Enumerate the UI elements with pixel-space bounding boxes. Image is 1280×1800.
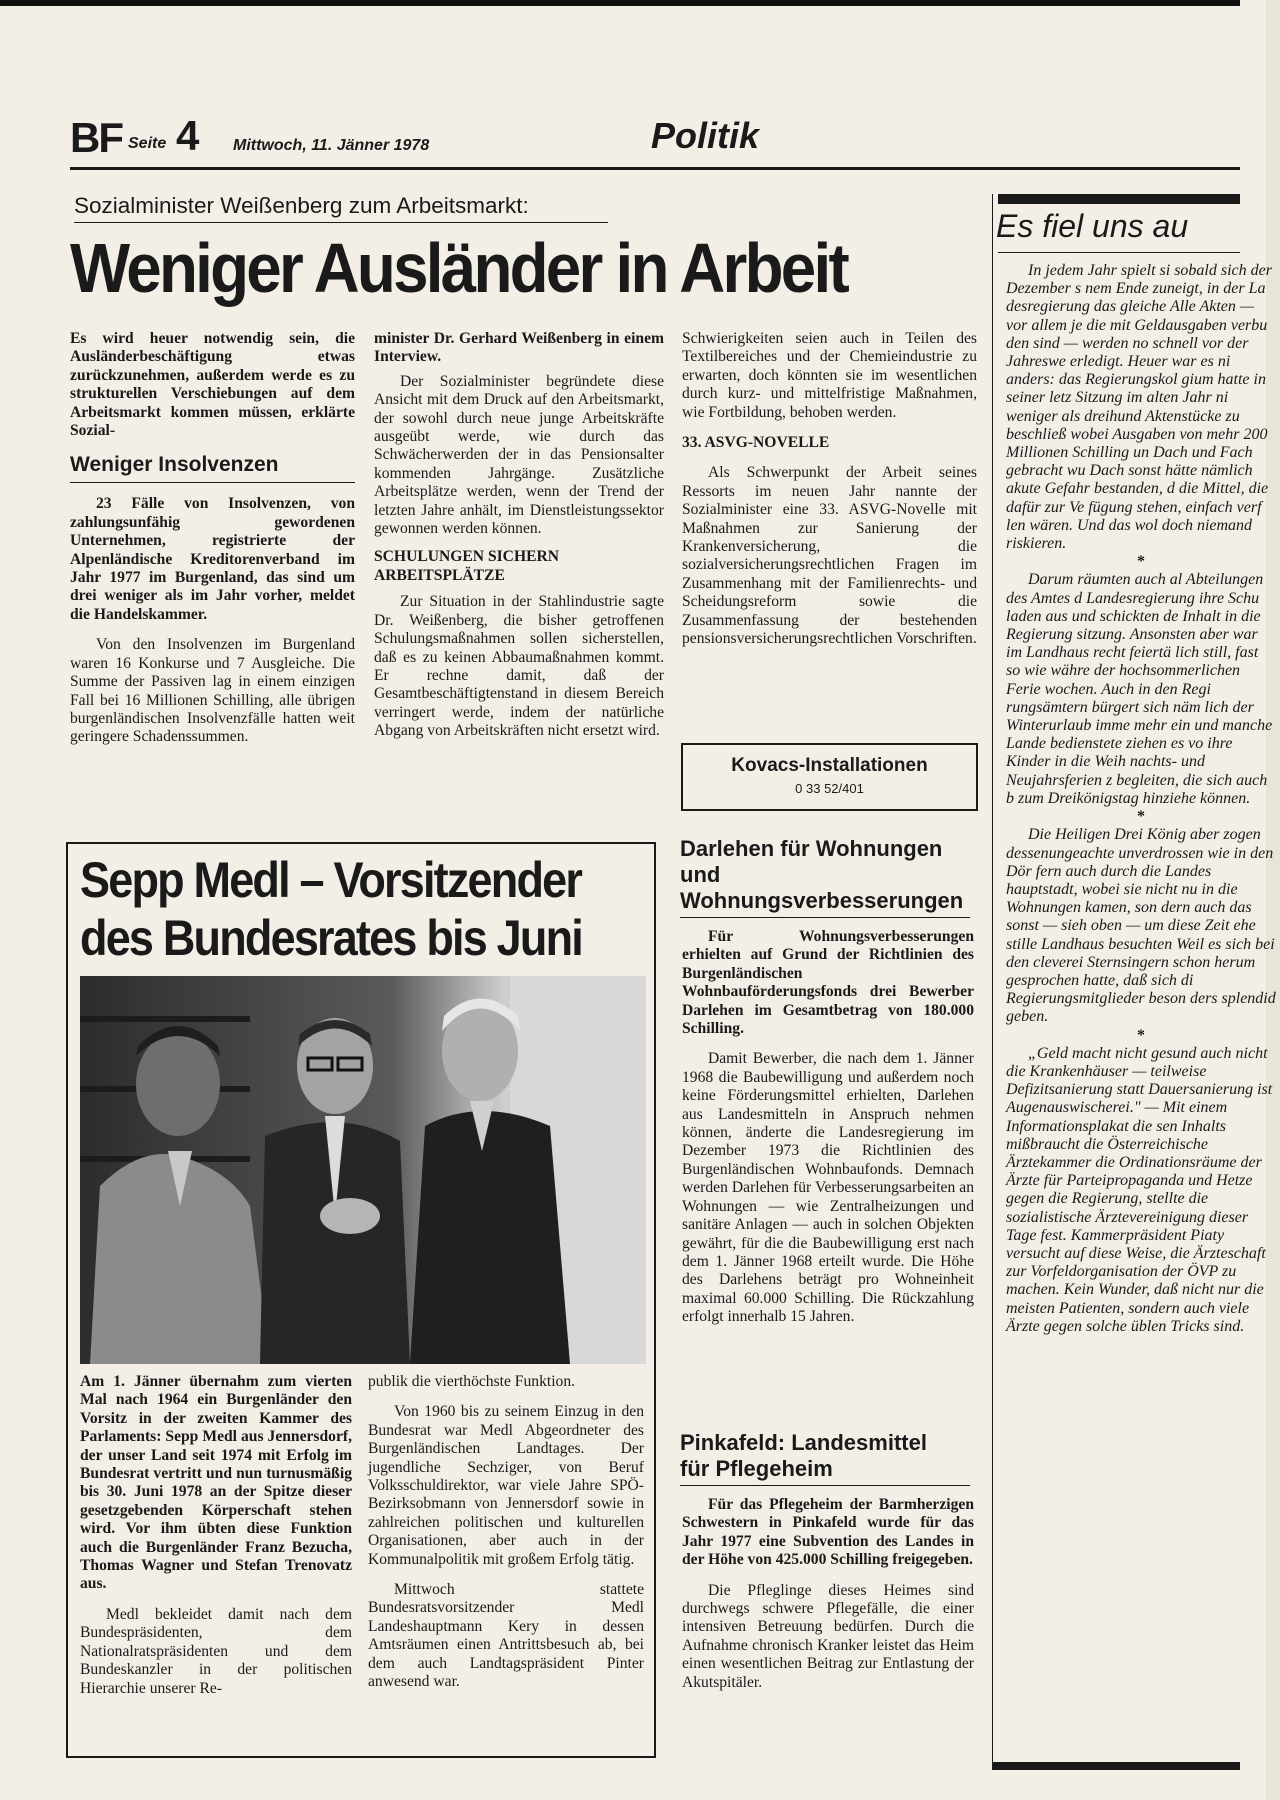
pinkafeld-lead: Für das Pflegeheim der Barmherzigen Schwestern in Pinkafeld wurde für das Jahr 1977 eine Subvention des Landes in der Höhe von 425.000 Schilling freigegeben. <box>682 1496 974 1569</box>
masthead-logo: BF <box>70 114 122 161</box>
lead-headline: Weniger Ausländer in Arbeit <box>70 229 847 307</box>
column-star-2: * <box>1137 808 1145 826</box>
insolvenzen-lead: 23 Fälle von Insolvenzen, von zahlungsunfähig gewordenen Unternehmen, registrierte der Alpenländische Kreditorenverband im Jahr 1977 im Burgenland, das sind um drei weniger als im Jahr vorher, meldet die Handelskammer. <box>70 495 355 623</box>
medl-p1: Medl bekleidet damit nach dem Bundespräsidenten, dem Nationalratspräsidenten und dem Bundeskanzler in der politischen Hierarchie unserer Re- <box>80 1605 352 1697</box>
column-clip <box>1006 262 1276 1762</box>
lead-col3-p2: Als Schwerpunkt der Arbeit seines Ressorts im neuen Jahr nannte der Sozialminister eine 33. ASVG-Novelle mit Maßnahmen zur Sanierung der Krankenversicherung, die sozialversicherungsrechtlichen Fragen im Zusammenhang mit der Familienrechts- und Scheidungsreform sowie die Zusammenfassung der bestehenden pensionsversicherungsrechtlichen Vorschriften. <box>682 464 977 648</box>
column-p3: Die Heiligen Drei König aber zogen dessenungeachte unverdrossen wie in den Dör fern auch durch die Landes hauptstadt, wobei sie nicht nu in die Wohnungen kamen, son dern auch das sonst — sieh oben — um diese Zeit ehe stille Landhaus besuchten Weil es sich bei den cleverei Sternsingern schon herum gesprochen hatte, daß sich di Regierungsmitglieder beson ders splendid geben. <box>1006 826 1276 1026</box>
column-p4: „Geld macht nicht gesund auch nicht die Krankenhäuser — teilweise Defizitsanierung statt Dauersanierung ist Augenauswischerei." — Mit einem Informationsplakat die sen Inhalts mißbraucht die Österreichische Ärztekammer die Ordinationsräume der Ärzte für Parteipropaganda und Hetze gegen die Regierung, stellte die sozialistische Ärztevereinigung dieser Tage fest. Kammerpräsident Piaty versucht auf diese Weise, die Ärzteschaft zur Vorfeldorganisation der ÖVP zu machen. Kein Wunder, daß nicht nur die meisten Patienten, sondern auch viele Ärzte gegen solche üblen Tricks sind. <box>1006 1044 1273 1335</box>
pinkafeld-body-col <box>682 1496 974 1692</box>
masthead-section: Politik <box>651 115 760 156</box>
scan-top-edge <box>0 0 1240 6</box>
darlehen-rule <box>680 917 970 918</box>
medl-col-1 <box>80 1373 352 1698</box>
lead-col3-p1: Schwierigkeiten seien auch in Teilen des Textilbereiches und der Chemieindustrie zu erwarten, doch könnten sie im wesentlichen durch kurz- und mittelfristige Maßnahmen, wie Fortbildung, behoben werden. <box>682 330 977 421</box>
lead-intro-cont: minister Dr. Gerhard Weißenberg in einem Interview. <box>374 330 664 366</box>
masthead-seite-label: Seite <box>128 135 167 152</box>
column-left-rule <box>992 194 993 1762</box>
kovacs-ad <box>681 743 978 811</box>
medl-p3: Von 1960 bis zu seinem Einzug in den Bundesrat war Medl Abgeordneter des Burgenländischen Landtages. Der jugendliche Sechziger, von Beruf Volksschuldirektor, war viele Jahre SPÖ-Bezirksobmann von Jennersdorf sowie in zahlreichen politischen und kulturellen Organisationen, aber auch in der Kommunalpolitik mit großem Erfolg tätig. <box>368 1403 644 1568</box>
masthead-date: Mittwoch, 11. Jänner 1978 <box>233 137 430 154</box>
insolvenzen-subhead: Weniger Insolvenzen <box>70 453 279 477</box>
lead-col-1 <box>70 330 355 747</box>
photo-three-men <box>80 976 646 1364</box>
darlehen-body: Damit Bewerber, die nach dem 1. Jänner 1968 die Baubewilligung und außerdem noch keine Förderungsmittel erhielten, Darlehen aus Landesmitteln in Anspruch nehmen können, änderte die Landesregierung im Dezember 1973 die Richtlinien des Burgenländischen Wohnbaufonds. Demnach werden Darlehen für Verbesserungsarbeiten an Wohnungen — wie Zentralheizungen und sanitäre Anlagen — auch in solchen Objekten gewährt, für die die Baubewilligung erst nach dem 1. Jänner 1968 erteilt wurde. Die Höhe des Darlehens beträgt pro Wohneinheit maximal 60.000 Schilling. Die Rückzahlung erfolgt innerhalb 15 Jahren. <box>682 1050 974 1326</box>
medl-headline-1: Sepp Medl – Vorsitzender <box>80 852 582 908</box>
medl-lead: Am 1. Jänner übernahm zum vierten Mal nach 1964 ein Burgenländer den Vorsitz in der zweiten Kammer des Parlaments: Sepp Medl aus Jennersdorf, der unser Land seit 1974 mit Erfolg im Bundesrat vertritt und nun turnusmäßig bis 30. Juni 1978 an der Spitze dieser gesetzgebenden Körperschaft stehen wird. Vor ihm übten diese Funktion auch die Burgenländer Franz Bezucha, Thomas Wagner und Stefan Trenovatz aus. <box>80 1373 352 1593</box>
insolvenzen-rule <box>70 482 355 483</box>
schulungen-subhead: SCHULUNGEN SICHERN ARBEITSPLÄTZE <box>374 548 559 584</box>
kicker-underline <box>74 222 608 223</box>
pinkafeld-headline: Pinkafeld: Landesmittel für Pflegeheim <box>680 1430 927 1481</box>
pinkafeld-rule <box>680 1485 970 1486</box>
insolvenzen-body: Von den Insolvenzen im Burgenland waren 16 Konkurse und 7 Ausgleiche. Die Summe der Passiven lag in einem einzigen Fall bei 16 Millionen Schilling, alle übrigen burgenländischen Insolvenzfälle hatten weit geringere Schadenssummen. <box>70 636 355 746</box>
masthead-rule <box>70 167 1240 170</box>
column-p2: Darum räumten auch al Abteilungen des Amtes d Landesregierung ihre Schu laden aus und schickten de Inhalt in die Regierung sitzung. Ansonsten aber war im Landhaus recht feiertä lich still, fast so wie währe der hochsommerlichen Ferie wochen. Auch in den Regi rungsämtern bürgert sich näm lich der Winterurlaub imme mehr ein und manche Lande bedienstete ziehen es vo ihre Kinder in die Weih nachts- und Neujahrsferien z begleiten, die sich auch b zum Dreikönigstag hinziehe können. <box>1006 571 1273 807</box>
ad-name: Kovacs-Installationen <box>731 755 928 776</box>
column-top-bar <box>998 194 1240 204</box>
column-title-rule <box>998 252 1240 253</box>
lead-kicker: Sozialminister Weißenberg zum Arbeitsmarkt: <box>74 193 529 218</box>
darlehen-lead: Für Wohnungsverbesserungen erhielten auf Grund der Richtlinien des Burgenländischen Wohnbauförderungsfonds drei Bewerber Darlehen im Gesamtbetrag von 180.000 Schilling. <box>682 928 974 1038</box>
lead-col2-p2: Zur Situation in der Stahlindustrie sagte Dr. Weißenberg, die bisher getroffenen Schulungsmaßnahmen sollen sicherstellen, daß es zu keinen Abbaumaßnahmen kommt. Er rechne damit, daß der Gesamtbeschäftigtenstand in diesem Bereich verringert werde, indem der natürliche Abgang von Arbeitskräften nicht ersetzt wird. <box>374 593 664 740</box>
lead-intro: Es wird heuer notwendig sein, die Ausländerbeschäftigung etwas zurückzunehmen, außerdem werde es zu strukturellen Verschiebungen auf dem Arbeitsmarkt kommen müssen, erklärte Sozial- <box>70 330 355 440</box>
lead-col-2 <box>374 330 664 741</box>
medl-photo <box>80 976 646 1364</box>
column-bottom-bar <box>992 1762 1240 1770</box>
medl-headline-2: des Bundesrates bis Juni <box>80 910 582 966</box>
lead-col-3 <box>682 330 977 649</box>
darlehen-body-col <box>682 928 974 1327</box>
column-star-1: * <box>1137 553 1145 571</box>
lead-col2-p1: Der Sozialminister begründete diese Ansicht mit dem Druck auf den Arbeitsmarkt, der sowohl durch neue junge Arbeitskräfte ausgeübt werde, wie durch das Schwächerwerden der in das Pensionsalter kommenden Jahrgänge. Zusätzliche Arbeitsplätze werden, wenn der Trend der letzten Jahre anhält, im Dienstleistungssektor gewonnen werden können. <box>374 372 664 538</box>
asvg-subhead: 33. ASVG-NOVELLE <box>682 434 830 452</box>
medl-p2: publik die vierthöchste Funktion. <box>368 1373 576 1390</box>
column-text <box>1006 262 1276 1336</box>
medl-p4: Mittwoch stattete Bundesratsvorsitzender Medl Landeshauptmann Kery in dessen Amtsräumen einen Antrittsbesuch ab, bei dem auch Landtagspräsident Pinter anwesend war. <box>368 1581 644 1691</box>
column-p1: In jedem Jahr spielt si sobald sich der Dezember s nem Ende zuneigt, in der La desregierung das gleiche Alle Akten — vor allem je die mit Geldausgaben verbu den sind — werden no schnell vor der Jahreswe erledigt. Heuer war es ni anders: das Regierungskol gium hatte in seiner letz Sitzung im alten Jahr ni weniger als dreihund Aktenstücke zu beschließ wobei Ausgaben von mehr 200 Millionen Schilling un Dach und Fach gebracht wu Dach sonst hätte nämlich akute Gefahr bestanden, d die Mittel, die dafür zur Ve fügung stehen, einfach verf len wären. Und das wol doch niemand riskieren. <box>1006 262 1272 553</box>
medl-col-2 <box>368 1373 644 1692</box>
column-star-3: * <box>1137 1026 1145 1044</box>
ad-phone: 0 33 52/401 <box>795 781 864 796</box>
pinkafeld-body: Die Pfleglinge dieses Heimes sind durchwegs schwere Pflegefälle, die einer intensiven Betreuung bedürfen. Durch die Aufnahme chronisch Kranker leistet das Heim einen wesentlichen Beitrag zur Entlastung der Akutspitäler. <box>682 1581 974 1691</box>
masthead-page-number: 4 <box>176 112 200 159</box>
column-title: Es fiel uns au <box>996 208 1189 244</box>
darlehen-headline: Darlehen für Wohnungen und Wohnungsverbesserungen <box>680 836 964 913</box>
